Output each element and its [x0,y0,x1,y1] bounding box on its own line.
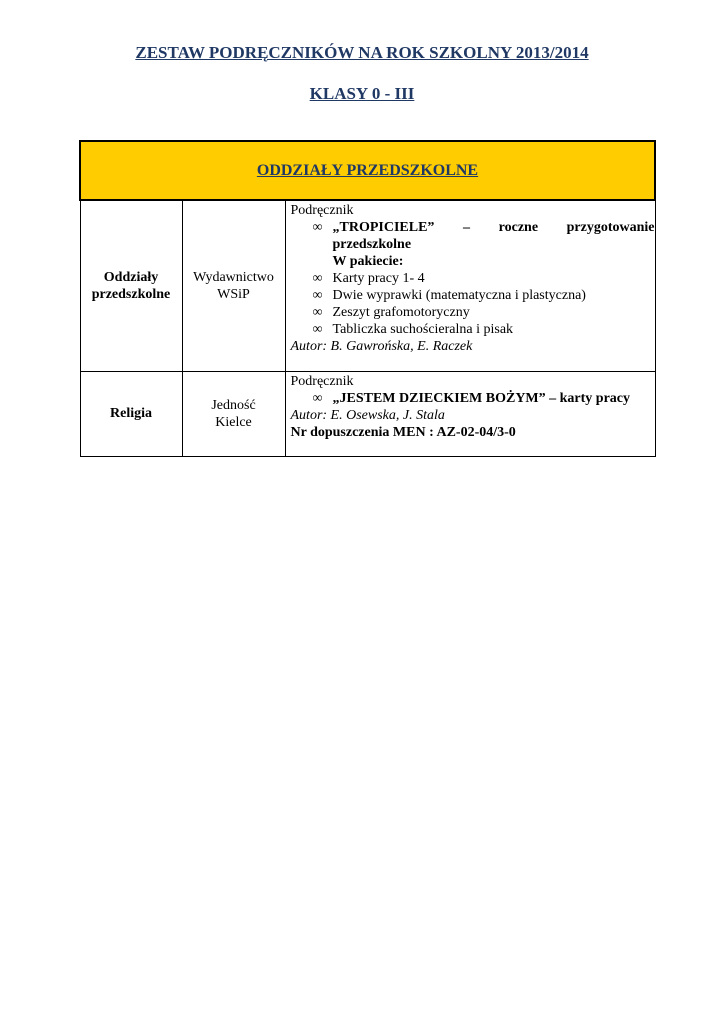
publisher-cell [182,371,285,456]
list-item [291,270,655,287]
publisher-cell [182,200,285,371]
infinity-bullet-icon: ∞ [312,322,323,337]
package-item: Tabliczka suchościeralna i pisak [332,322,514,337]
description-cell [285,371,655,456]
book-title: „JESTEM DZIECKIEM BOŻYM” – karty pracy [332,390,631,406]
description-cell [285,200,655,371]
book-title: „TROPICIELE” – roczne przygotowanie [332,220,655,235]
list-item [291,219,655,236]
subject-line: Religia [110,406,152,421]
publisher-line: Jedność [211,397,256,413]
package-item: Dwie wyprawki (matematyczna i plastyczna) [332,288,586,303]
book-title-continued: przedszkolne [332,237,412,252]
infinity-bullet-icon: ∞ [312,220,323,235]
document-subtitle: KLASY 0 - III [309,84,415,103]
infinity-bullet-icon: ∞ [312,305,323,320]
package-item: Zeszyt grafomotoryczny [332,305,470,320]
package-label: W pakiecie: [332,254,404,269]
textbook-label: Podręcznik [290,373,354,389]
list-item [291,304,655,321]
infinity-bullet-icon: ∞ [312,271,323,286]
package-item: Karty pracy 1- 4 [332,271,425,286]
infinity-bullet-icon: ∞ [312,288,323,303]
subject-line: przedszkolne [91,286,171,302]
textbook-label: Podręcznik [290,203,354,218]
list-item [291,321,655,338]
subject-line: Oddziały [103,269,159,285]
table-row [80,200,655,371]
section-header-row [80,141,655,200]
subject-cell [80,200,182,371]
publisher-line: WSiP [217,286,250,302]
list-item [291,390,655,407]
section-header: ODDZIAŁY PRZEDSZKOLNE [80,141,655,200]
author-line: Autor: B. Gawrońska, E. Raczek [290,339,473,354]
publisher-line: Wydawnictwo [193,269,274,285]
document-title: ZESTAW PODRĘCZNIKÓW NA ROK SZKOLNY 2013/2014 [135,43,589,62]
table-row [80,371,655,456]
author-line: Autor: E. Osewska, J. Stala [290,407,445,423]
approval-number: Nr dopuszczenia MEN : AZ-02-04/3-0 [290,424,516,440]
publisher-line: Kielce [215,414,252,430]
list-item [291,287,655,304]
textbook-table [79,140,656,457]
subject-cell [80,371,182,456]
infinity-bullet-icon: ∞ [312,390,323,406]
